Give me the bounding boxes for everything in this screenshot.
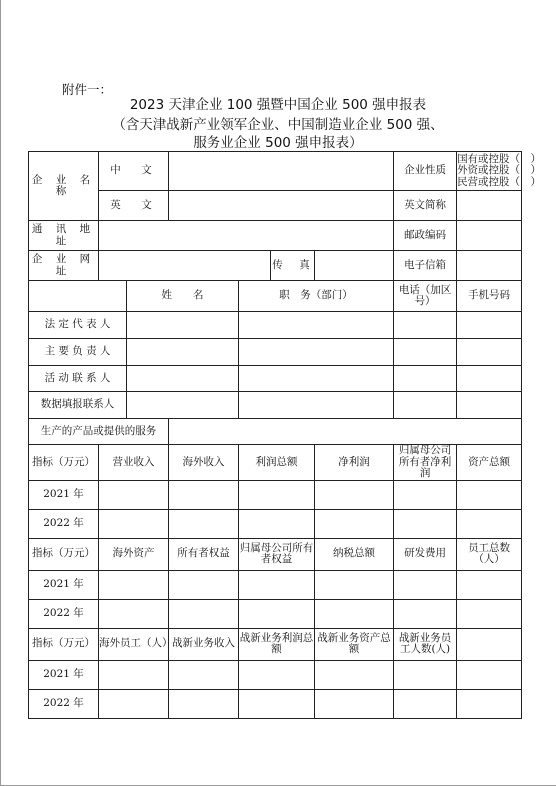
indicator-value-field[interactable] (457, 480, 522, 509)
indicator-value-field[interactable] (239, 599, 315, 628)
indicator-value-field[interactable] (315, 689, 394, 718)
indicator-value-field[interactable] (394, 570, 457, 599)
contact-name-field[interactable] (127, 366, 239, 392)
indicator-header: 员工总数（人） (457, 538, 522, 570)
indicator-value-field[interactable] (239, 689, 315, 718)
indicator-value-field[interactable] (457, 599, 522, 628)
application-form-table (28, 151, 542, 719)
ownership-option-state[interactable]: 国有或控股（ ） (457, 152, 542, 165)
indicator-value-field[interactable] (99, 509, 169, 538)
indicator-value-field[interactable] (315, 509, 394, 538)
indicator-header-unit: 指标（万元） (29, 445, 99, 481)
contact-mobile-field[interactable] (457, 366, 522, 392)
company-nature-label: 企业性质 (394, 152, 457, 191)
indicator-header: 战新业务员工人数(人) (394, 628, 457, 660)
indicator-value-field[interactable] (169, 599, 239, 628)
indicator-value-field[interactable] (457, 660, 522, 689)
contact-phone-field[interactable] (394, 312, 457, 339)
indicator-header: 战新业务资产总额 (315, 628, 394, 660)
indicator-value-field[interactable] (99, 480, 169, 509)
indicator-value-field[interactable] (169, 570, 239, 599)
indicator-year: 2022 年 (29, 599, 99, 628)
indicator-header: 所有者权益 (169, 538, 239, 570)
indicator-header: 海外员工（人） (99, 628, 169, 660)
indicator-header: 纳税总额 (315, 538, 394, 570)
indicator-header: 归属母公司所有者净利润 (394, 445, 457, 481)
indicator-value-field[interactable] (457, 509, 522, 538)
website-label: 企 业 网 址 (29, 251, 99, 281)
contacts-header-phone: 电话（加区号） (394, 281, 457, 312)
indicator-value-field[interactable] (394, 509, 457, 538)
contact-name-field[interactable] (127, 312, 239, 339)
contact-mobile-field[interactable] (457, 312, 522, 339)
address-label: 通 讯 地 址 (29, 221, 99, 251)
indicator-value-field[interactable] (239, 509, 315, 538)
indicator-header: 利润总额 (239, 445, 315, 481)
indicator-value-field[interactable] (457, 570, 522, 599)
contact-mobile-field[interactable] (457, 339, 522, 366)
postcode-field[interactable] (457, 221, 522, 251)
ownership-option-foreign[interactable]: 外资或控股（ ） (457, 164, 542, 177)
indicator-value-field[interactable] (99, 570, 169, 599)
fax-label: 传 真 (271, 251, 315, 281)
indicator-value-field[interactable] (394, 689, 457, 718)
indicator-header: 研发费用 (394, 538, 457, 570)
contact-row-label: 数据填报联系人 (29, 392, 127, 419)
contact-position-field[interactable] (239, 392, 394, 419)
english-name-field[interactable] (169, 191, 394, 221)
indicator-value-field[interactable] (169, 480, 239, 509)
indicator-year: 2021 年 (29, 570, 99, 599)
indicator-value-field[interactable] (239, 480, 315, 509)
contact-position-field[interactable] (239, 312, 394, 339)
email-field[interactable] (457, 251, 522, 281)
indicator-header: 战新业务收入 (169, 628, 239, 660)
attachment-label: 附件一： (62, 82, 113, 97)
indicator-header-unit: 指标（万元） (29, 538, 99, 570)
contact-mobile-field[interactable] (457, 392, 522, 419)
indicator-value-field[interactable] (169, 660, 239, 689)
products-label: 生产的产品或提供的服务 (29, 419, 169, 445)
indicator-value-field[interactable] (169, 689, 239, 718)
english-abbr-label: 英文简称 (394, 191, 457, 221)
contacts-header-mobile: 手机号码 (457, 281, 522, 312)
indicator-header (457, 628, 522, 660)
form-subtitle: （含天津战新产业领军企业、中国制造业企业 500 强、 (112, 117, 444, 133)
contacts-header-blank (29, 281, 127, 312)
indicator-value-field[interactable] (394, 660, 457, 689)
chinese-name-label: 中 文 (99, 152, 169, 191)
contact-phone-field[interactable] (394, 339, 457, 366)
indicator-value-field[interactable] (315, 599, 394, 628)
indicator-header: 海外资产 (99, 538, 169, 570)
contact-row-label: 法 定 代 表 人 (29, 312, 127, 339)
form-title: 2023 天津企业 100 强暨中国企业 500 强申报表 (129, 97, 427, 113)
contacts-header-position: 职 务（部门） (239, 281, 394, 312)
indicator-value-field[interactable] (169, 509, 239, 538)
company-name-label: 企 业 名 称 (29, 152, 99, 221)
indicator-value-field[interactable] (239, 570, 315, 599)
indicator-value-field[interactable] (99, 599, 169, 628)
indicator-year: 2021 年 (29, 660, 99, 689)
website-field[interactable] (99, 251, 271, 281)
ownership-option-private[interactable]: 民营或控股（ ） (457, 175, 542, 188)
indicator-value-field[interactable] (394, 599, 457, 628)
indicator-header: 营业收入 (99, 445, 169, 481)
indicator-header: 净利润 (315, 445, 394, 481)
ownership-options[interactable] (457, 152, 542, 191)
contact-name-field[interactable] (127, 392, 239, 419)
indicator-value-field[interactable] (99, 689, 169, 718)
contact-position-field[interactable] (239, 339, 394, 366)
indicator-value-field[interactable] (315, 570, 394, 599)
indicator-value-field[interactable] (394, 480, 457, 509)
indicator-header-unit: 指标（万元） (29, 628, 99, 660)
contact-phone-field[interactable] (394, 366, 457, 392)
indicator-value-field[interactable] (457, 689, 522, 718)
indicator-value-field[interactable] (315, 480, 394, 509)
indicator-header: 资产总额 (457, 445, 522, 481)
form-subtitle-continued: 服务业企业 500 强申报表） (193, 135, 363, 151)
contact-position-field[interactable] (239, 366, 394, 392)
indicator-year: 2022 年 (29, 689, 99, 718)
indicator-header: 归属母公司所有者权益 (239, 538, 315, 570)
indicator-header: 战新业务利润总额 (239, 628, 315, 660)
fax-field[interactable] (315, 251, 394, 281)
english-abbr-field[interactable] (457, 191, 522, 221)
indicator-value-field[interactable] (239, 660, 315, 689)
indicator-year: 2022 年 (29, 509, 99, 538)
indicator-year: 2021 年 (29, 480, 99, 509)
address-field[interactable] (99, 221, 394, 251)
indicator-header: 海外收入 (169, 445, 239, 481)
chinese-name-field[interactable] (169, 152, 394, 191)
email-label: 电子信箱 (394, 251, 457, 281)
postcode-label: 邮政编码 (394, 221, 457, 251)
contact-phone-field[interactable] (394, 392, 457, 419)
indicator-value-field[interactable] (315, 660, 394, 689)
products-field[interactable] (169, 419, 522, 445)
contact-row-label: 主 要 负 责 人 (29, 339, 127, 366)
contact-name-field[interactable] (127, 339, 239, 366)
english-name-label: 英 文 (99, 191, 169, 221)
indicator-value-field[interactable] (99, 660, 169, 689)
contact-row-label: 活 动 联 系 人 (29, 366, 127, 392)
contacts-header-name: 姓 名 (127, 281, 239, 312)
